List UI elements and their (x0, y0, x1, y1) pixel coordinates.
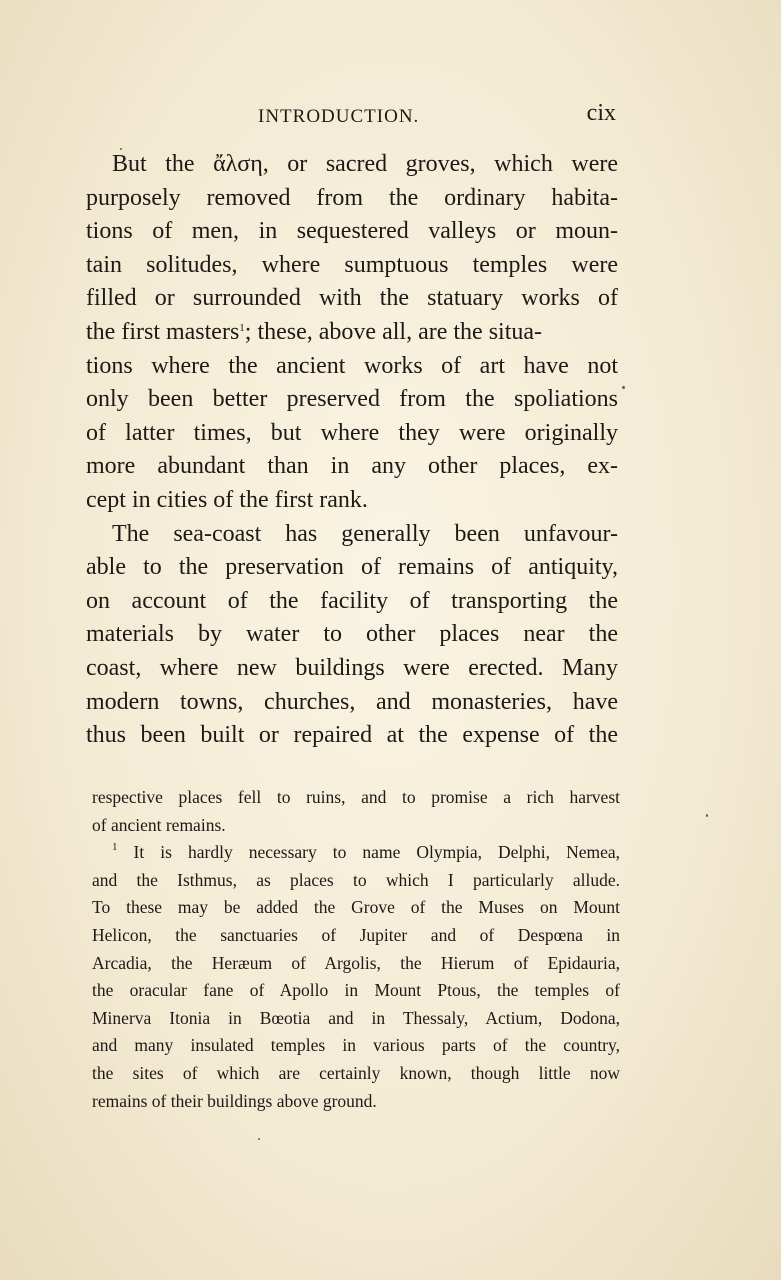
paper-speck (622, 386, 625, 389)
page-number: cix (586, 100, 616, 126)
text-line: thus been built or repaired at the expense of the (86, 722, 618, 749)
footnote-line: and many insulated temples in various parts of the country, (92, 1035, 620, 1056)
text-line: purposely removed from the ordinary habita- (86, 184, 618, 211)
text-fragment: It is hardly necessary to name Olympia, Delphi, Nemea, (133, 842, 620, 863)
text-line: able to the preservation of remains of antiquity, (86, 554, 618, 581)
text-line: tions where the ancient works of art have not (86, 352, 618, 379)
footnote-line: Minerva Itonia in Bœotia and in Thessaly, Actium, Dodona, (92, 1007, 620, 1028)
footnote-line (92, 839, 620, 867)
footnote-line: of ancient remains. (92, 814, 226, 835)
footnote-reference[interactable]: 1 (239, 321, 245, 334)
text-line: tain solitudes, where sumptuous temples were (86, 251, 618, 278)
footnote-marker: 1 (112, 841, 118, 854)
text-line: modern towns, churches, and monasteries, have (86, 688, 618, 715)
text-line: of latter times, but where they were originally (86, 419, 618, 446)
text-line: materials by water to other places near the (86, 621, 618, 648)
running-head (86, 100, 616, 134)
paper-speck (120, 148, 122, 150)
text-line: The sea-coast has generally been unfavour- (112, 520, 618, 547)
text-line: But the ἄλση, or sacred groves, which were (112, 151, 618, 177)
main-text (86, 148, 618, 753)
footnote-line: Arcadia, the Heræum of Argolis, the Hierum of Epidauria, (92, 952, 620, 973)
paper-speck (706, 814, 708, 817)
footnotes (92, 784, 620, 1115)
text-fragment: the first masters (86, 318, 240, 345)
running-title: INTRODUCTION. (258, 106, 420, 127)
footnote-line: Helicon, the sanctuaries of Jupiter and of Despœna in (92, 924, 620, 945)
footnote-line: respective places fell to ruins, and to promise a rich harvest (92, 787, 620, 807)
paper-speck (258, 1138, 260, 1140)
footnote-line: remains of their buildings above ground. (92, 1090, 377, 1111)
text-line: filled or surrounded with the statuary works of (86, 285, 618, 312)
footnote-line: the oracular fane of Apollo in Mount Ptous, the temples of (92, 980, 620, 1001)
footnote-line: To these may be added the Grove of the Muses on Mount (92, 897, 620, 918)
text-line: more abundant than in any other places, ex- (86, 453, 618, 480)
text-line: cept in cities of the first rank. (86, 486, 368, 513)
text-fragment: ; these, above all, are the situa- (244, 318, 543, 345)
footnote-line: the sites of which are certainly known, though little now (92, 1062, 620, 1083)
text-line: tions of men, in sequestered valleys or moun- (86, 218, 618, 245)
text-line: on account of the facility of transporting the (86, 587, 618, 614)
footnote-line: and the Isthmus, as places to which I particularly allude. (92, 869, 620, 890)
text-line: only been better preserved from the spoliations (86, 386, 618, 413)
text-line (86, 316, 618, 350)
text-line: coast, where new buildings were erected. Many (86, 654, 618, 681)
